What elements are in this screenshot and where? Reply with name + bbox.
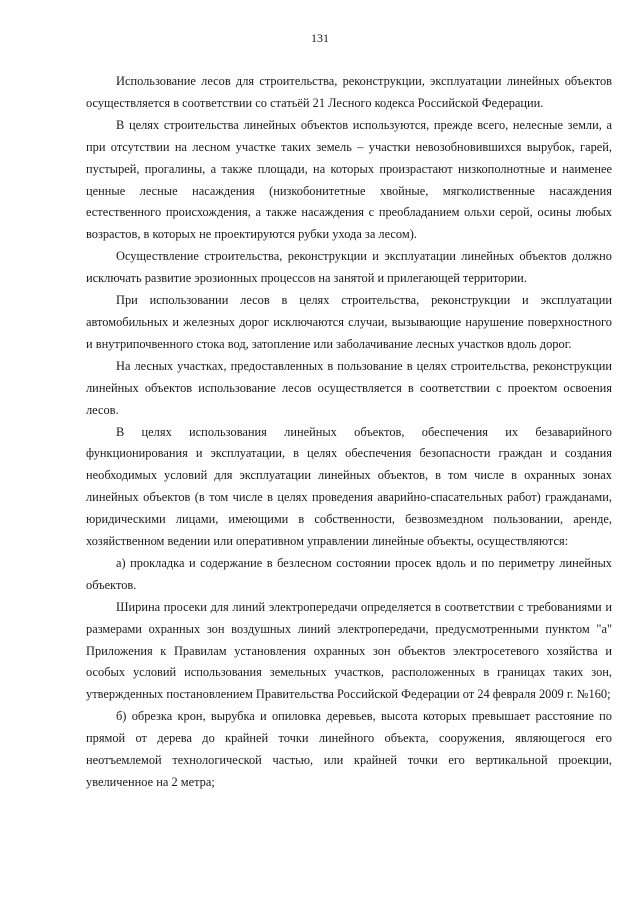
paragraph-8: Ширина просеки для линий электропередачи определяется в соответствии с требованиями и размерами охранных зон воздушных линий электропередачи, предусмотренными пунктом "а" Приложения к Правилам установления охранных зон объектов электросетевого хозяйства и особых условий использования земельных участков, расположенных в границах таких зон, утвержденных постановлением Правительства Российской Федерации от 24 февраля 2009 г. №160; (86, 599, 612, 702)
paragraph-5: На лесных участках, предоставленных в пользование в целях строительства, реконструкции линейных объектов использование лесов осуществляется в соответствии с проектом освоения лесов. (86, 358, 612, 417)
paragraph-2: В целях строительства линейных объектов используются, прежде всего, нелесные земли, а при отсутствии на лесном участке таких земель – участки невозобновившихся вырубок, гарей, пустырей, прогалины, а также площади, на которых произрастают низкополнотные и наименее ценные лесные насаждения (низкобонитетные хвойные, мягколиственные насаждения естественного происхождения, а также насаждения с преобладанием ольхи серой, осины любых возрастов, в которых не проектируются рубки ухода за лесом). (86, 117, 612, 242)
paragraph-7: а) прокладка и содержание в безлесном состоянии просек вдоль и по периметру линейных объектов. (86, 555, 612, 592)
paragraph-1: Использование лесов для строительства, реконструкции, эксплуатации линейных объектов осуществляется в соответствии со статьёй 21 Лесного кодекса Российской Федерации. (86, 74, 612, 110)
paragraph-9: б) обрезка крон, вырубка и опиловка деревьев, высота которых превышает расстояние по прямой от дерева до крайней точки линейного объекта, сооружения, являющегося его неотъемлемой технологической частью, или крайней точки его вертикальной проекции, увеличенное на 2 метра; (86, 709, 612, 789)
page-number: 131 (311, 31, 329, 45)
paragraph-4: При использовании лесов в целях строительства, реконструкции и эксплуатации автомобильных и железных дорог исключаются случаи, вызывающие нарушение поверхностного и внутрипочвенного стока вод, затопление или заболачивание лесных участков вдоль дорог. (86, 293, 612, 351)
paragraph-3: Осуществление строительства, реконструкции и эксплуатации линейных объектов должно исключать развитие эрозионных процессов на занятой и прилегающей территории. (86, 249, 612, 286)
paragraph-6: В целях использования линейных объектов, обеспечения их безаварийного функционирования и эксплуатации, в целях обеспечения безопасности граждан и создания необходимых условий для эксплуатации линейных объектов, в том числе в охранных зонах линейных объектов (в том числе в целях проведения аварийно-спасательных работ) гражданами, юридическими лицами, имеющими в собственности, безвозмездном пользовании, аренде, хозяйственном ведении или оперативном управлении линейные объекты, осуществляются: (86, 424, 612, 549)
document-body (86, 71, 612, 794)
